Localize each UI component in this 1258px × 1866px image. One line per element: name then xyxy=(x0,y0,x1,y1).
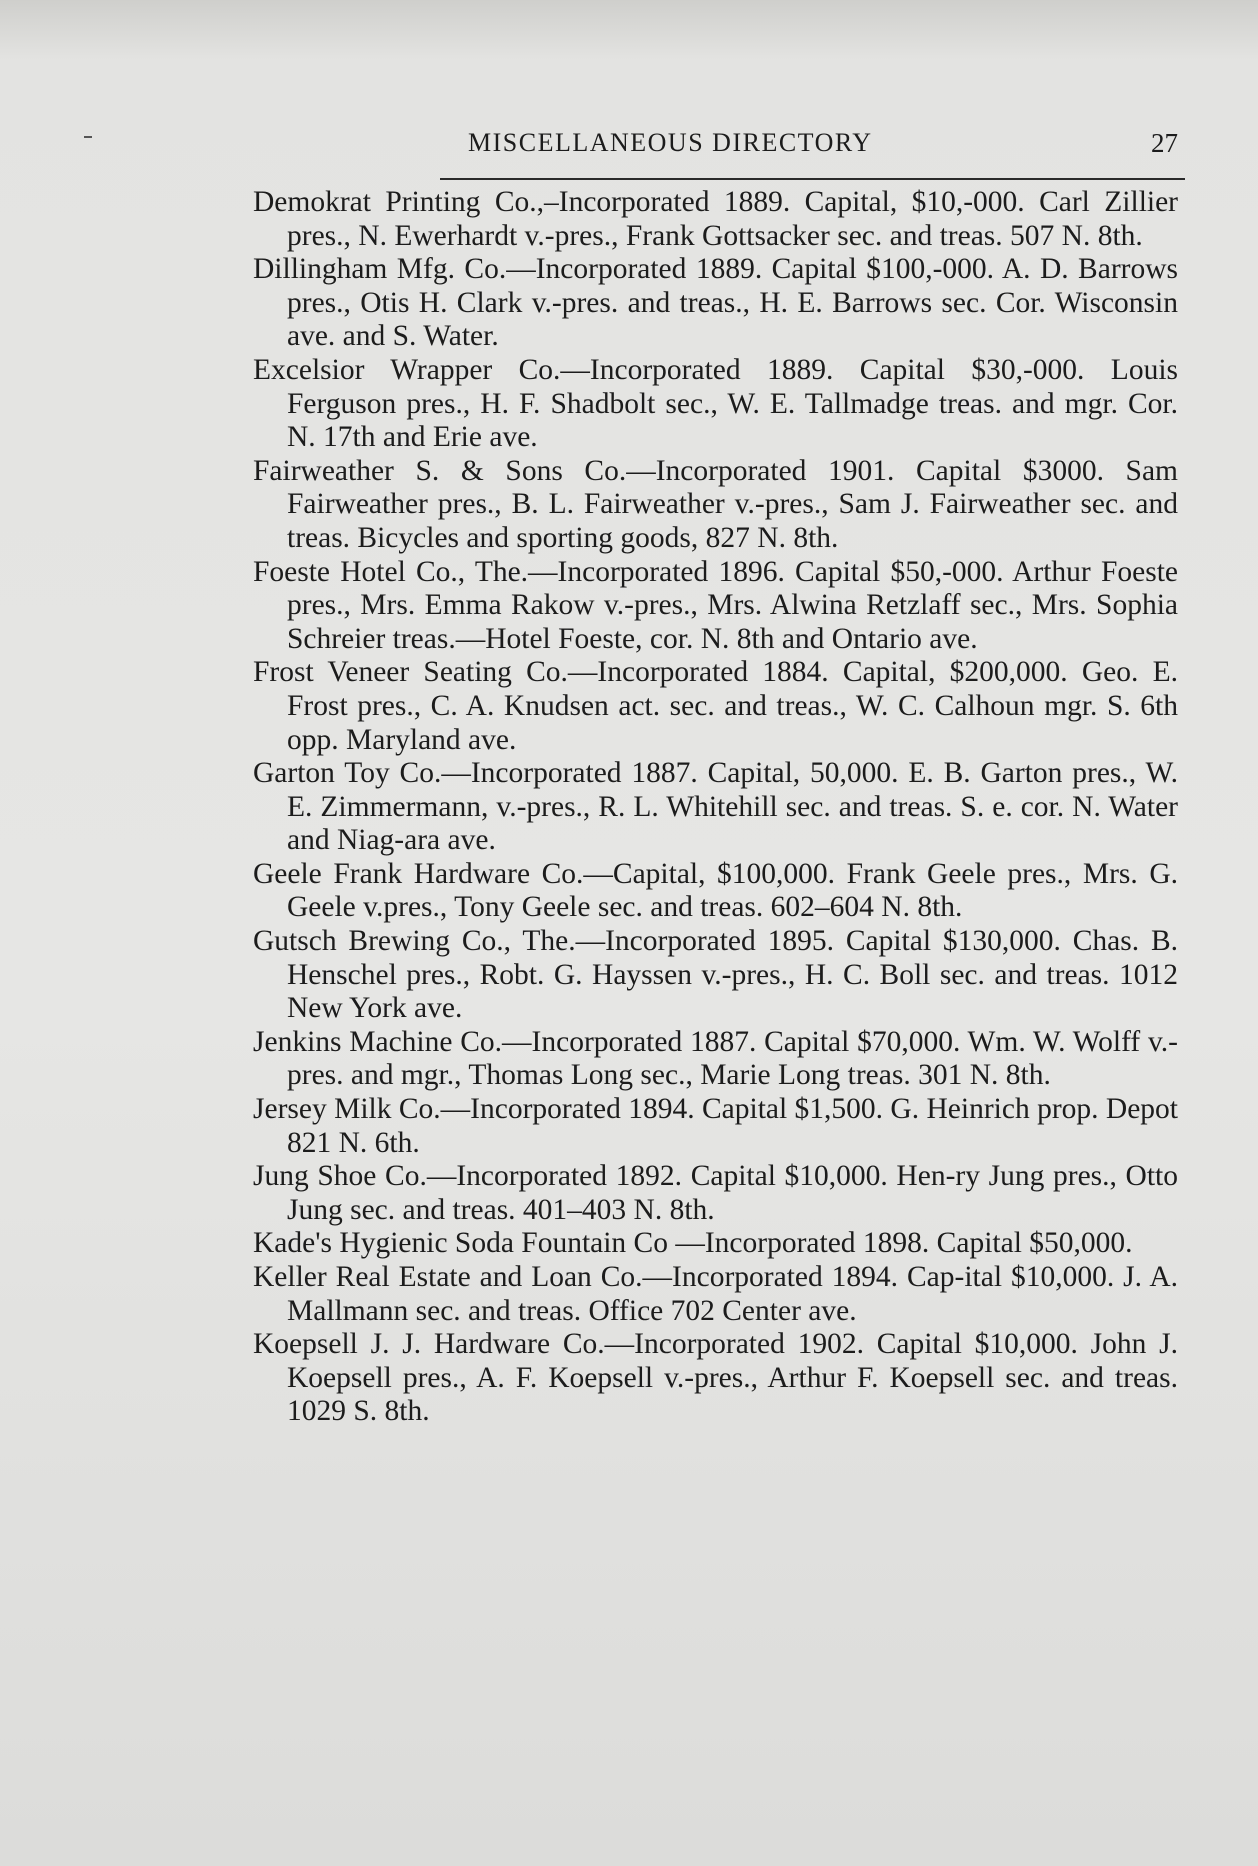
directory-entry: Demokrat Printing Co.,–Incorporated 1889. Capital, $10,-000. Carl Zillier pres., N. Ewerhardt v.-pres., Frank Gottsacker sec. and treas. 507 N. 8th. xyxy=(253,186,1178,252)
directory-entry: Koepsell J. J. Hardware Co.—Incorporated 1902. Capital $10,000. John J. Koepsell pres., A. F. Koepsell v.-pres., Arthur F. Koepsell sec. and treas. 1029 S. 8th. xyxy=(253,1328,1178,1428)
page-number: 27 xyxy=(1151,128,1178,158)
directory-entry: Jersey Milk Co.—Incorporated 1894. Capital $1,500. G. Heinrich prop. Depot 821 N. 6th. xyxy=(253,1093,1178,1159)
directory-entry: Foeste Hotel Co., The.—Incorporated 1896. Capital $50,-000. Arthur Foeste pres., Mrs. Emma Rakow v.-pres., Mrs. Alwina Retzlaff sec., Mrs. Sophia Schreier treas.—Hotel Foeste, cor. N. 8th and Ontario ave. xyxy=(253,555,1178,655)
header-rule xyxy=(440,178,1185,180)
header-title: MISCELLANEOUS DIRECTORY xyxy=(468,128,873,157)
margin-mark xyxy=(84,136,92,138)
directory-entry: Garton Toy Co.—Incorporated 1887. Capital, 50,000. E. B. Garton pres., W. E. Zimmermann, v.-pres., R. L. Whitehill sec. and treas. S. e. cor. N. Water and Niag-ara ave. xyxy=(253,757,1178,857)
directory-entry: Geele Frank Hardware Co.—Capital, $100,000. Frank Geele pres., Mrs. G. Geele v.pres., Tony Geele sec. and treas. 602–604 N. 8th. xyxy=(253,857,1178,924)
running-header xyxy=(468,128,1178,170)
directory-entry: Frost Veneer Seating Co.—Incorporated 1884. Capital, $200,000. Geo. E. Frost pres., C. A. Knudsen act. sec. and treas., W. C. Calhoun mgr. S. 6th opp. Maryland ave. xyxy=(253,656,1178,756)
directory-entry: Jung Shoe Co.—Incorporated 1892. Capital $10,000. Hen-ry Jung pres., Otto Jung sec. and treas. 401–403 N. 8th. xyxy=(253,1160,1178,1226)
directory-entry: Excelsior Wrapper Co.—Incorporated 1889. Capital $30,-000. Louis Ferguson pres., H. F. Shadbolt sec., W. E. Tallmadge treas. and mgr. Cor. N. 17th and Erie ave. xyxy=(253,353,1178,454)
directory-entry: Gutsch Brewing Co., The.—Incorporated 1895. Capital $130,000. Chas. B. Henschel pres., Robt. G. Hayssen v.-pres., H. C. Boll sec. and treas. 1012 New York ave. xyxy=(253,925,1178,1025)
directory-entry: Kade's Hygienic Soda Fountain Co —Incorporated 1898. Capital $50,000. xyxy=(253,1227,1133,1260)
directory-entry: Dillingham Mfg. Co.—Incorporated 1889. Capital $100,-000. A. D. Barrows pres., Otis H. Clark v.-pres. and treas., H. E. Barrows sec. Cor. Wisconsin ave. and S. Water. xyxy=(253,253,1178,353)
directory-entry: Keller Real Estate and Loan Co.—Incorporated 1894. Cap-ital $10,000. J. A. Mallmann sec. and treas. Office 702 Center ave. xyxy=(253,1261,1178,1327)
directory-entry: Fairweather S. & Sons Co.—Incorporated 1901. Capital $3000. Sam Fairweather pres., B. L. Fairweather v.-pres., Sam J. Fairweather sec. and treas. Bicycles and sporting goods, 827 N. 8th. xyxy=(253,454,1178,554)
directory-entries xyxy=(253,186,1178,1429)
directory-entry: Jenkins Machine Co.—Incorporated 1887. Capital $70,000. Wm. W. Wolff v.-pres. and mgr., Thomas Long sec., Marie Long treas. 301 N. 8th. xyxy=(253,1025,1178,1092)
